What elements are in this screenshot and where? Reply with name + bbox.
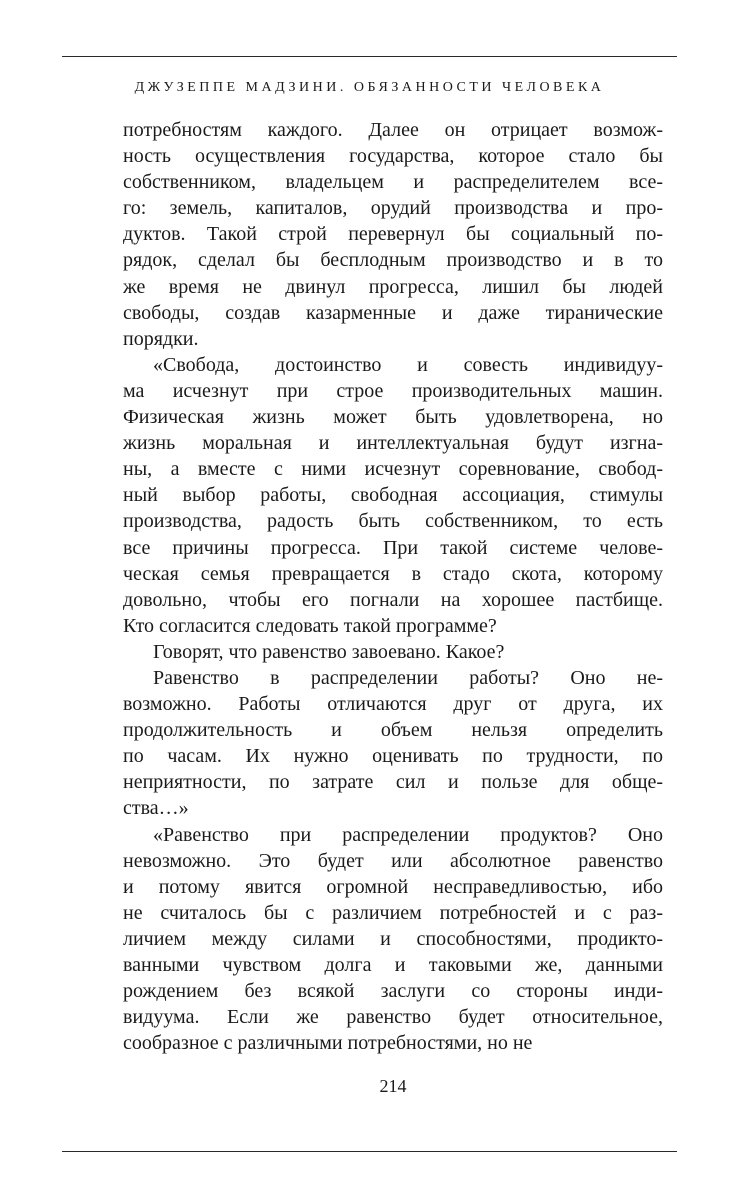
text-line: рождением без всякой заслуги со стороны инди- [123,980,663,1003]
text-line: сообразное с различными потребностями, но не [123,1032,533,1055]
text-line: же время не двинул прогресса, лишил бы людей [123,275,663,298]
text-line: и потому явится огромной несправедливостью, ибо [123,875,663,898]
text-line: Физическая жизнь может быть удовлетворена, но [123,406,663,429]
text-line: дуктов. Такой строй перевернул бы социальный по- [123,223,663,246]
text-line: по часам. Их нужно оценивать по трудности, по [123,745,663,768]
text-line: ма исчезнут при строе производительных машин. [123,379,663,402]
text-line: го: земель, капиталов, орудий производства и про- [123,197,663,220]
text-line: ный выбор работы, свободная ассоциация, стимулы [123,484,663,507]
text-line: довольно, чтобы его погнали на хорошее пастбище. [123,588,663,611]
top-rule [62,56,677,57]
text-line: неприятности, по затрате сил и пользе для обще- [123,771,663,794]
paragraph [123,665,663,822]
text-line: личием между силами и способностями, продикто- [123,927,663,950]
text-line: видуума. Если же равенство будет относительное, [123,1006,663,1029]
text-line: производства, радость быть собственником, то есть [123,510,663,533]
text-line: ность осуществления государства, которое стало бы [123,145,663,168]
text-line: «Свобода, достоинство и совесть индивидуу- [153,353,663,376]
text-line: ванными чувством долга и таковыми же, данными [123,954,663,976]
paragraph [123,639,663,665]
text-line: невозможно. Это будет или абсолютное равенство [123,849,663,872]
text-line: ства…» [123,797,189,820]
text-line: ны, а вместе с ними исчезнут соревнование, свобод- [123,458,663,481]
text-line: все причины прогресса. При такой системе челове- [123,536,663,559]
paragraph [123,117,663,352]
text-line: «Равенство при распределении продуктов? Оно [153,823,663,846]
text-line: потребностям каждого. Далее он отрицает возмож- [123,119,663,141]
paragraph [123,822,663,1057]
text-line: Равенство в распределении работы? Оно не- [153,666,663,689]
paragraph [123,352,663,639]
text-line: собственником, владельцем и распределителем все- [123,171,663,194]
text-line: свободы, создав казарменные и даже тиранические [123,301,663,324]
text-line: Говорят, что равенство завоевано. Какое? [153,640,505,663]
text-body [123,117,663,1056]
text-line: возможно. Работы отличаются друг от друга, их [123,693,663,716]
text-line: жизнь моральная и интеллектуальная будут изгна- [123,432,663,455]
text-line: рядок, сделал бы бесплодным производство и в то [123,249,663,272]
running-header: ДЖУЗЕППЕ МАДЗИНИ. ОБЯЗАННОСТИ ЧЕЛОВЕКА [134,80,605,95]
bottom-rule [62,1151,677,1152]
text-line: продолжительность и объем нельзя определить [123,719,663,742]
page-number: 214 [379,1076,407,1096]
text-line: ческая семья превращается в стадо скота, которому [123,562,663,585]
text-line: Кто согласится следовать такой программе? [123,614,497,637]
text-line: не считалось бы с различием потребностей и с раз- [123,901,663,924]
text-line: порядки. [123,327,199,350]
